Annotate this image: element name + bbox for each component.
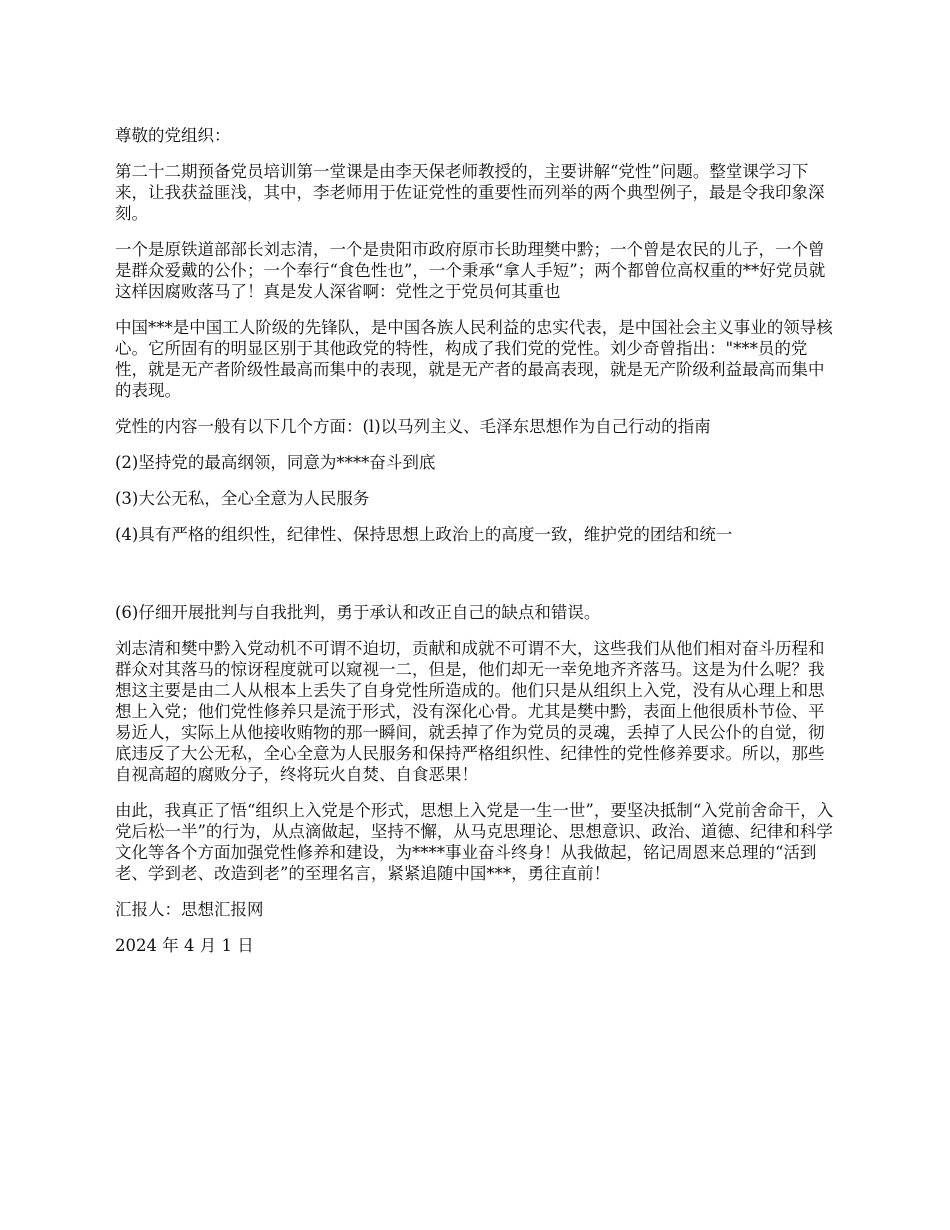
date: 2024 年 4 月 1 日 (115, 936, 254, 955)
list-item-1: 党性的内容一般有以下几个方面：(l)以马列主义、毛泽东思想作为自己行动的指南 (115, 417, 711, 436)
list-item-2: (2)坚持党的最高纲领，同意为****奋斗到底 (115, 453, 436, 472)
paragraph-analysis: 刘志清和樊中黔入党动机不可谓不迫切，贡献和成就不可谓不大，这些我们从他们相对奋斗历程和群众对其落马的惊讶程度就可以窥视一二，但是，他们却无一幸免地齐齐落马。这是为什么呢？我想这主要是由二人从根本上丢失了自身党性所造成的。他们只是从组织上入党，没有从心理上和思想上入党；他们党性修养只是流于形式，没有深化心骨。尤其是樊中黔，表面上他很质朴节俭、平易近人，实际上从他接收贿物的那一瞬间，就丢掉了作为党员的灵魂，丢掉了人民公仆的自觉，彻底违反了大公无私，全心全意为人民服务和保持严格组织性、纪律性的党性修养要求。所以，那些自视高超的腐败分子，终将玩火自焚、自食恶果！ (115, 639, 825, 784)
document-body (115, 125, 840, 971)
paragraph-examples: 一个是原铁道部部长刘志清，一个是贵阳市政府原市长助理樊中黔；一个曾是农民的儿子，一个曾是群众爱戴的公仆；一个奉行“食色性也”，一个秉承“拿人手短”；两个都曾位高权重的**好党员就这样因腐败落马了！真是发人深省啊：党性之于党员何其重也 (115, 240, 826, 301)
list-item-3: (3)大公无私，全心全意为人民服务 (115, 489, 370, 508)
salutation: 尊敬的党组织： (115, 126, 231, 145)
paragraph-conclusion: 由此，我真正了悟“组织上入党是个形式，思想上入党是一生一世”，要坚决抵制“入党前舍命干，入党后松一半”的行为，从点滴做起，坚持不懈，从马克思理论、思想意识、政治、道德、纪律和科学文化等各个方面加强党性修养和建设，为****事业奋斗终身！从我做起，铭记周恩来总理的“活到老、学到老、改造到老”的至理名言，紧紧追随中国***，勇往直前！ (115, 801, 834, 883)
paragraph-intro: 第二十二期预备党员培训第一堂课是由李天保老师教授的，主要讲解“党性”问题。整堂课学习下来，让我获益匪浅，其中，李老师用于佐证党性的重要性而列举的两个典型例子，最是令我印象深刻。 (115, 162, 825, 223)
signature: 汇报人：思想汇报网 (115, 900, 264, 919)
list-item-6: (6)仔细开展批判与自我批判，勇于承认和改正自己的缺点和错误。 (115, 603, 601, 622)
paragraph-party-nature: 中国***是中国工人阶级的先锋队，是中国各族人民利益的忠实代表，是中国社会主义事业的领导核心。它所固有的明显区别于其他政党的特性，构成了我们党的党性。刘少奇曾指出："***员的党性，就是无产者阶级性最高而集中的表现，就是无产者的最高表现，就是无产阶级利益最高而集中的表现。 (115, 318, 833, 400)
list-item-4: (4)具有严格的组织性，纪律性、保持思想上政治上的高度一致，维护党的团结和统一 (115, 525, 733, 544)
